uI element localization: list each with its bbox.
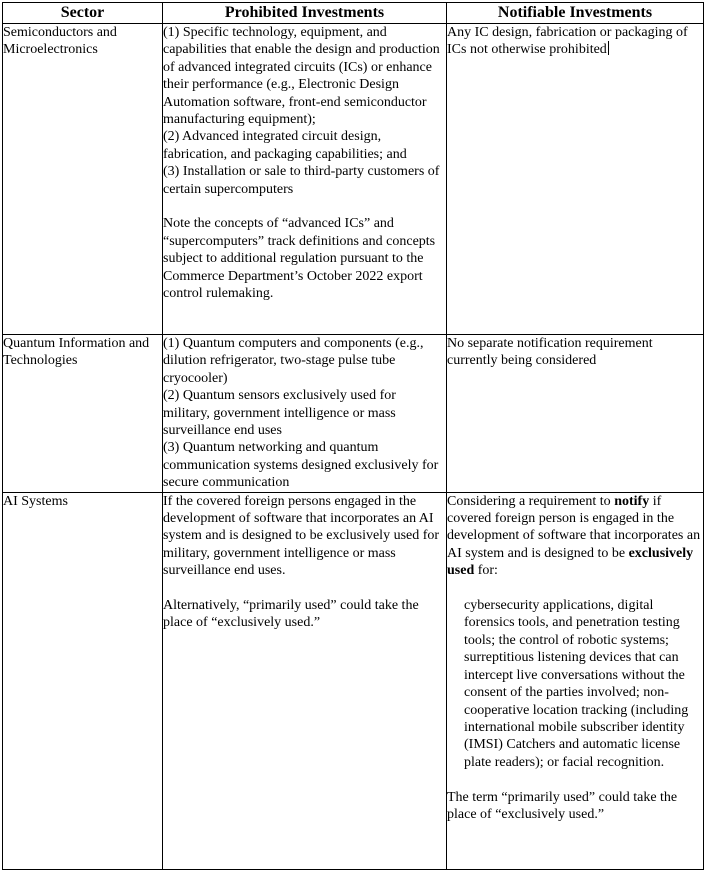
intro-text: for: xyxy=(474,563,498,579)
intro-text: Considering a requirement to xyxy=(447,493,615,509)
prohibited-item: (1) Specific technology, equipment, and capabilities that enable the design and production of advanced integrated circuits (ICs) or enhance their performance (e.g., Electronic Design Automation software, front-end semiconductor manufacturing equipment); xyxy=(163,25,440,128)
sector-cell: Quantum Information and Technologies xyxy=(3,335,163,493)
prohibited-item: (3) Quantum networking and quantum communication systems designed exclusively for secure communication xyxy=(163,440,439,491)
notifiable-closing: The term “primarily used” could take the place of “exclusively used.” xyxy=(447,789,678,822)
intro-text: if covered foreign person is engaged in the development of software that incorporates an AI system and is designed to be xyxy=(447,493,701,561)
notifiable-cell[interactable] xyxy=(447,24,704,335)
header-sector: Sector xyxy=(3,3,163,24)
table-row xyxy=(3,492,704,869)
prohibited-cell[interactable] xyxy=(163,335,447,493)
header-prohibited: Prohibited Investments xyxy=(163,3,447,24)
notifiable-text: No separate notification requirement currently being considered xyxy=(447,336,653,369)
prohibited-item: (2) Advanced integrated circuit design, fabrication, and packaging capabilities; and xyxy=(163,129,407,162)
table-row xyxy=(3,24,704,335)
prohibited-item: (2) Quantum sensors exclusively used for military, government intelligence or mass surveillance end uses xyxy=(163,388,396,439)
prohibited-paragraph: Alternatively, “primarily used” could take the place of “exclusively used.” xyxy=(163,598,419,631)
prohibited-note: Note the concepts of “advanced ICs” and “supercomputers” track definitions and concepts subject to additional regulation pursuant to the Commerce Department’s October 2022 export control rulemaking. xyxy=(163,216,436,302)
notifiable-cell[interactable] xyxy=(447,492,704,869)
paragraph-gap xyxy=(447,771,703,788)
header-notifiable: Notifiable Investments xyxy=(447,3,704,24)
prohibited-item: (3) Installation or sale to third-party customers of certain supercomputers xyxy=(163,164,440,197)
sector-cell: AI Systems xyxy=(3,492,163,869)
table-row xyxy=(3,335,704,493)
text-cursor xyxy=(608,41,609,55)
prohibited-cell[interactable] xyxy=(163,492,447,869)
paragraph-gap xyxy=(163,580,446,597)
prohibited-paragraph: If the covered foreign persons engaged in the development of software that incorporates an AI system and is designed to be exclusively used for military, government intelligence or mass surveillance end uses. xyxy=(163,493,440,579)
notifiable-use-list: cybersecurity applications, digital forensics tools, and penetration testing tools; the control of robotic systems; surreptitious listening devices that can intercept live conversations without the consent of the parties involved; non-cooperative location tracking (including international mobile subscriber identity (IMSI) Catchers and automatic license plate readers); or facial recognition. xyxy=(464,598,689,770)
paragraph-gap xyxy=(163,198,446,215)
prohibited-cell[interactable] xyxy=(163,24,447,335)
header-row xyxy=(3,3,704,24)
notifiable-text: Any IC design, fabrication or packaging of ICs not otherwise prohibited xyxy=(447,25,688,58)
paragraph-gap xyxy=(447,580,703,597)
intro-bold-notify: notify xyxy=(614,493,650,509)
notifiable-intro xyxy=(447,493,703,580)
sector-cell: Semiconductors and Microelectronics xyxy=(3,24,163,335)
investment-table xyxy=(2,2,704,870)
intro-bold-exclusively: exclusively used xyxy=(447,545,694,579)
notifiable-cell[interactable] xyxy=(447,335,704,493)
prohibited-item: (1) Quantum computers and components (e.g., dilution refrigerator, two-stage pulse tube cryocooler) xyxy=(163,336,424,386)
